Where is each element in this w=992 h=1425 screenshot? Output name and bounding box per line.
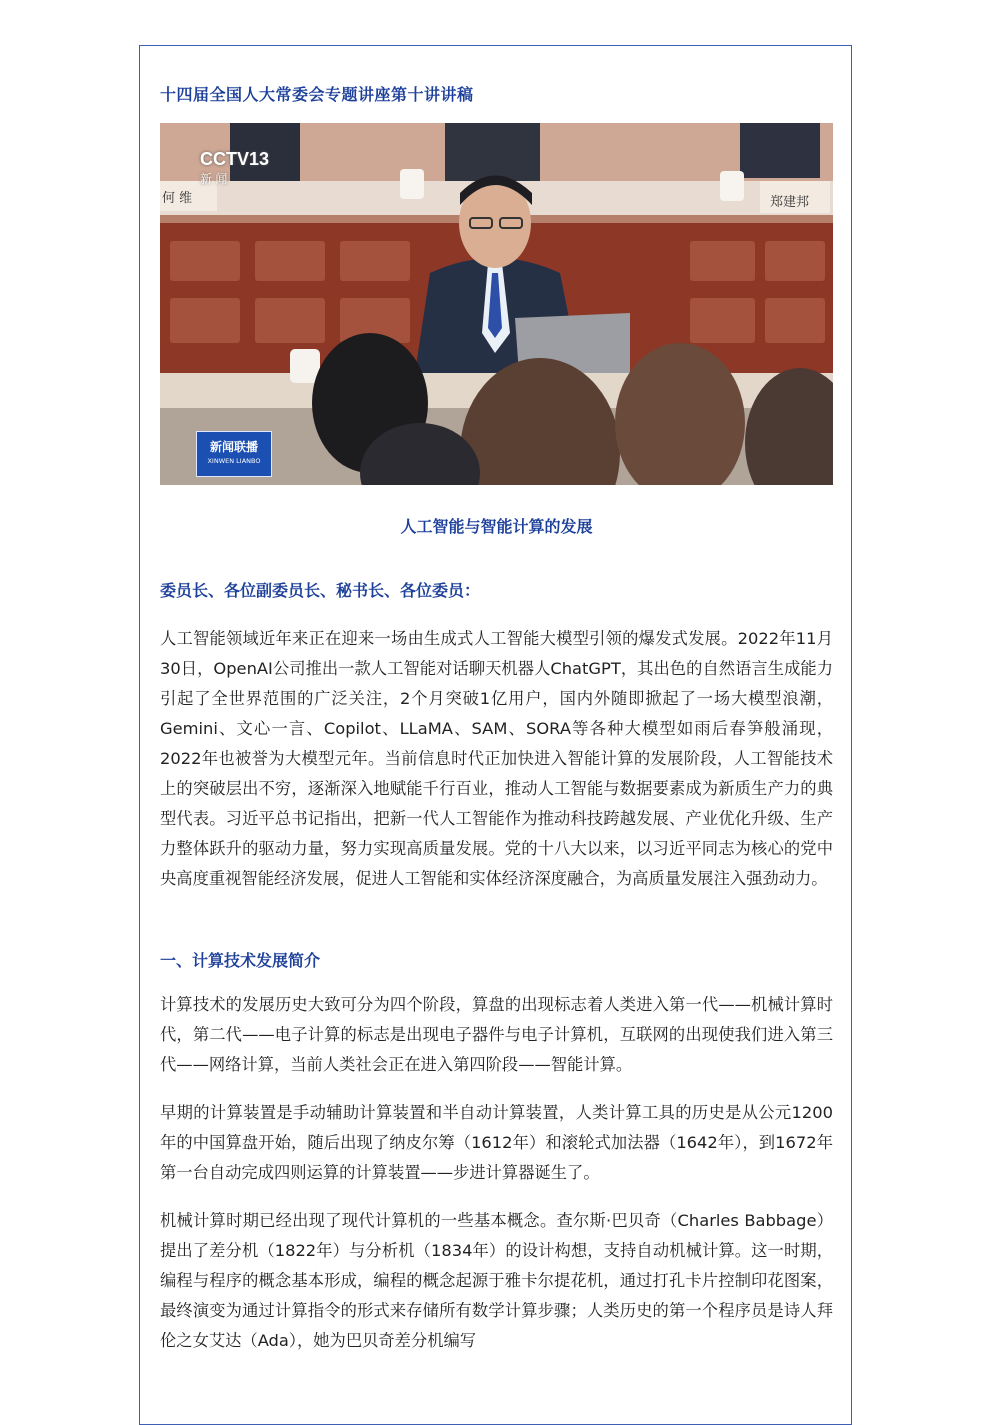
paragraph-early-devices: 早期的计算装置是手动辅助计算装置和半自动计算装置，人类计算工具的历史是从公元1200年的中国算盘开始，随后出现了纳皮尔筹（1612年）和滚轮式加法器（1642年），到1672年第一台自动完成四则运算的计算装置——步进计算器诞生了。 — [160, 1103, 833, 1182]
paragraph-computing-stages: 计算技术的发展历史大致可分为四个阶段，算盘的出现标志着人类进入第一代——机械计算时代，第二代——电子计算的标志是出现电子器件与电子计算机，互联网的出现使我们进入第三代——网络计算，当前人类社会正在进入第四阶段——智能计算。 — [160, 995, 833, 1074]
cctv-news-label: 新 闻 — [200, 172, 228, 186]
section-heading-1: 一、计算技术发展简介 — [160, 951, 321, 970]
news-photo — [160, 123, 833, 485]
xinwen-lianbo-logo: 新闻联播 XINWEN LIANBO — [196, 431, 272, 477]
name-card-left: 何 维 — [162, 191, 193, 206]
paragraph-intro: 人工智能领域近年来正在迎来一场由生成式人工智能大模型引领的爆发式发展。2022年11月30日，OpenAI公司推出一款人工智能对话聊天机器人ChatGPT，其出色的自然语言生成能力引起了全世界范围的广泛关注，2个月突破1亿用户，国内外随即掀起了一场大模型浪潮，Gemini、文心一言、Copilot、LLaMA、SAM、SORA等各种大模型如雨后春笋般涌现，2022年也被誉为大模型元年。当前信息时代正加快进入智能计算的发展阶段，人工智能技术上的突破层出不穷，逐渐深入地赋能千行百业，推动人工智能与数据要素成为新质生产力的典型代表。习近平总书记指出，把新一代人工智能作为推动科技跨越发展、产业优化升级、生产力整体跃升的驱动力量，努力实现高质量发展。党的十八大以来，以习近平同志为核心的党中央高度重视智能经济发展，促进人工智能和实体经济深度融合，为高质量发展注入强劲动力。 — [160, 629, 834, 888]
paragraph-mechanical-era: 机械计算时期已经出现了现代计算机的一些基本概念。查尔斯·巴贝奇（Charles Babbage）提出了差分机（1822年）与分析机（1834年）的设计构想，支持自动机械计算。这一时期，编程与程序的概念基本形成，编程的概念起源于雅卡尔提花机，通过打孔卡片控制印花图案，最终演变为通过计算指令的形式来存储所有数学计算步骤；人类历史的第一个程序员是诗人拜伦之女艾达（Ada），她为巴贝奇差分机编写 — [160, 1211, 833, 1350]
cctv13-logo: CCTV13 新 闻 — [200, 149, 270, 186]
salutation: 委员长、各位副委员长、秘书长、各位委员： — [160, 581, 481, 600]
name-card-right: 郑建邦 — [770, 195, 810, 210]
lecture-header-title: 十四届全国人大常委会专题讲座第十讲讲稿 — [160, 85, 474, 104]
article-frame — [139, 45, 852, 1425]
article-title: 人工智能与智能计算的发展 — [400, 517, 593, 536]
